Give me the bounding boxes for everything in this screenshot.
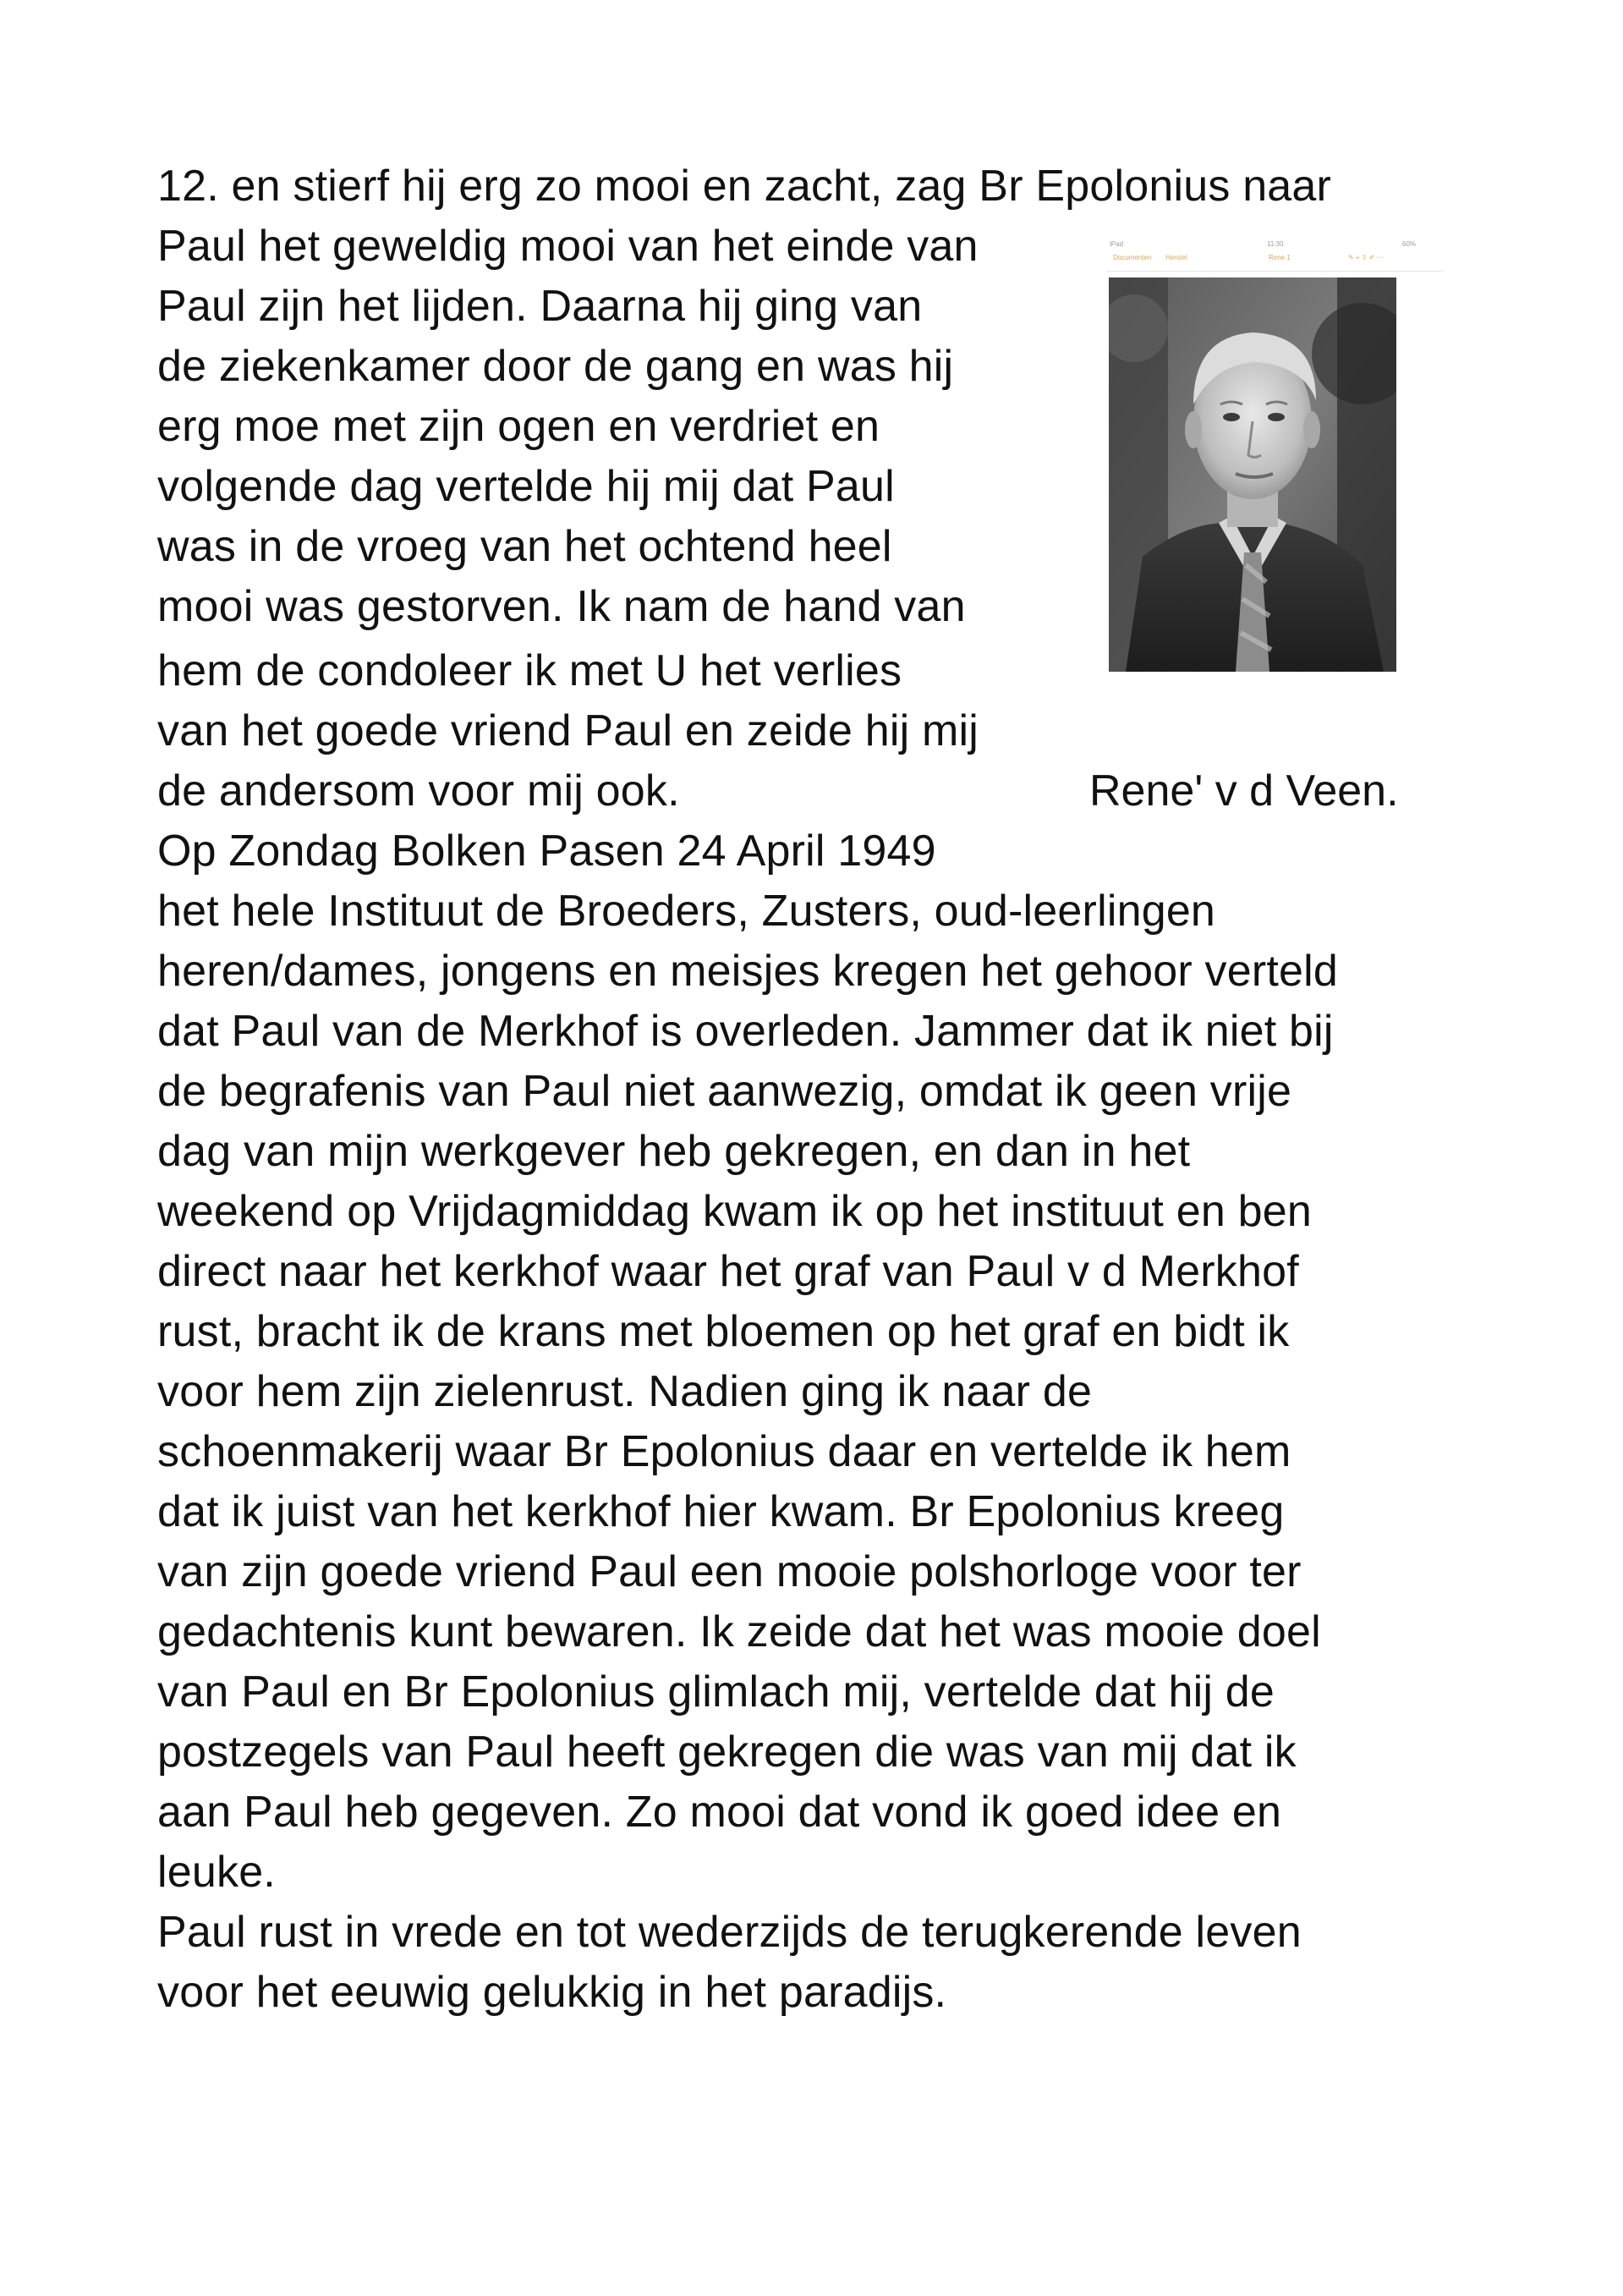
text-line: de begrafenis van Paul niet aanwezig, omdat ik geen vrije [157,1067,1292,1116]
text-line: voor het eeuwig gelukkig in het paradijs. [157,1968,947,2017]
text-line: leuke. [157,1848,276,1897]
status-battery: 60% [1402,240,1417,248]
signature: Rene' v d Veen. [1089,766,1399,816]
text-line: Paul zijn het lijden. Daarna hij ging van [157,282,923,331]
text-line: gedachtenis kunt bewaren. Ik zeide dat het was mooie doel [157,1607,1321,1656]
text-line: het hele Instituut de Broeders, Zusters, oud-leerlingen [157,887,1216,936]
text-line: van het goede vriend Paul en zeide hij mij [157,706,979,755]
photo-toolbar-row [1106,254,1443,267]
photo-status-row [1106,240,1443,252]
toolbar-divider [1106,271,1443,272]
portrait-photo [1109,277,1396,672]
text-line: rust, bracht ik de krans met bloemen op het graf en bidt ik [157,1307,1290,1356]
portrait-photo-figure [1106,237,1443,678]
text-line: van zijn goede vriend Paul een mooie polshorloge voor ter [157,1547,1302,1596]
portrait-illustration [1109,277,1396,672]
text-line: voor hem zijn zielenrust. Nadien ging ik naar de [157,1367,1093,1416]
text-line: de ziekenkamer door de gang en was hij [157,342,954,391]
status-device-label: iPad [1110,240,1124,248]
text-line: schoenmakerij waar Br Epolonius daar en vertelde ik hem [157,1427,1291,1476]
text-line: 12. en stierf hij erg zo mooi en zacht, zag Br Epolonius naar [157,162,1332,211]
text-line: hem de condoleer ik met U het verlies [157,646,902,695]
text-line: Paul rust in vrede en tot wederzijds de terugkerende leven [157,1908,1302,1957]
text-line: de andersom voor mij ook. [157,766,680,816]
text-line: dag van mijn werkgever heb gekregen, en dan in het [157,1127,1191,1176]
text-line: Paul het geweldig mooi van het einde van [157,222,979,271]
text-line: dat ik juist van het kerkhof hier kwam. Br Epolonius kreeg [157,1487,1285,1536]
toolbar-icons: ✎ + ⇪ ✐ ⋯ [1348,254,1384,261]
toolbar-documents-link: Documenten [1113,254,1152,261]
text-line: direct naar het kerkhof waar het graf van Paul v d Merkhof [157,1247,1299,1296]
text-line: Op Zondag Bolken Pasen 24 April 1949 [157,827,936,876]
text-line: heren/dames, jongens en meisjes kregen het gehoor verteld [157,947,1339,996]
toolbar-restore-link: Herstel [1165,254,1187,261]
text-line: aan Paul heb gegeven. Zo mooi dat vond ik goed idee en [157,1788,1282,1837]
text-line: was in de vroeg van het ochtend heel [157,522,892,571]
text-line: mooi was gestorven. Ik nam de hand van [157,582,966,631]
text-line: weekend op Vrijdagmiddag kwam ik op het instituut en ben [157,1187,1312,1236]
toolbar-doc-title: Rene 1 [1269,254,1291,261]
text-line: erg moe met zijn ogen en verdriet en [157,402,880,451]
text-line: postzegels van Paul heeft gekregen die was van mij dat ik [157,1727,1297,1777]
text-line: volgende dag vertelde hij mij dat Paul [157,462,895,511]
text-line: dat Paul van de Merkhof is overleden. Jammer dat ik niet bij [157,1007,1334,1056]
photo-app-bar [1106,237,1443,276]
text-line: van Paul en Br Epolonius glimlach mij, vertelde dat hij de [157,1667,1275,1717]
status-time: 11:30 [1267,240,1284,248]
